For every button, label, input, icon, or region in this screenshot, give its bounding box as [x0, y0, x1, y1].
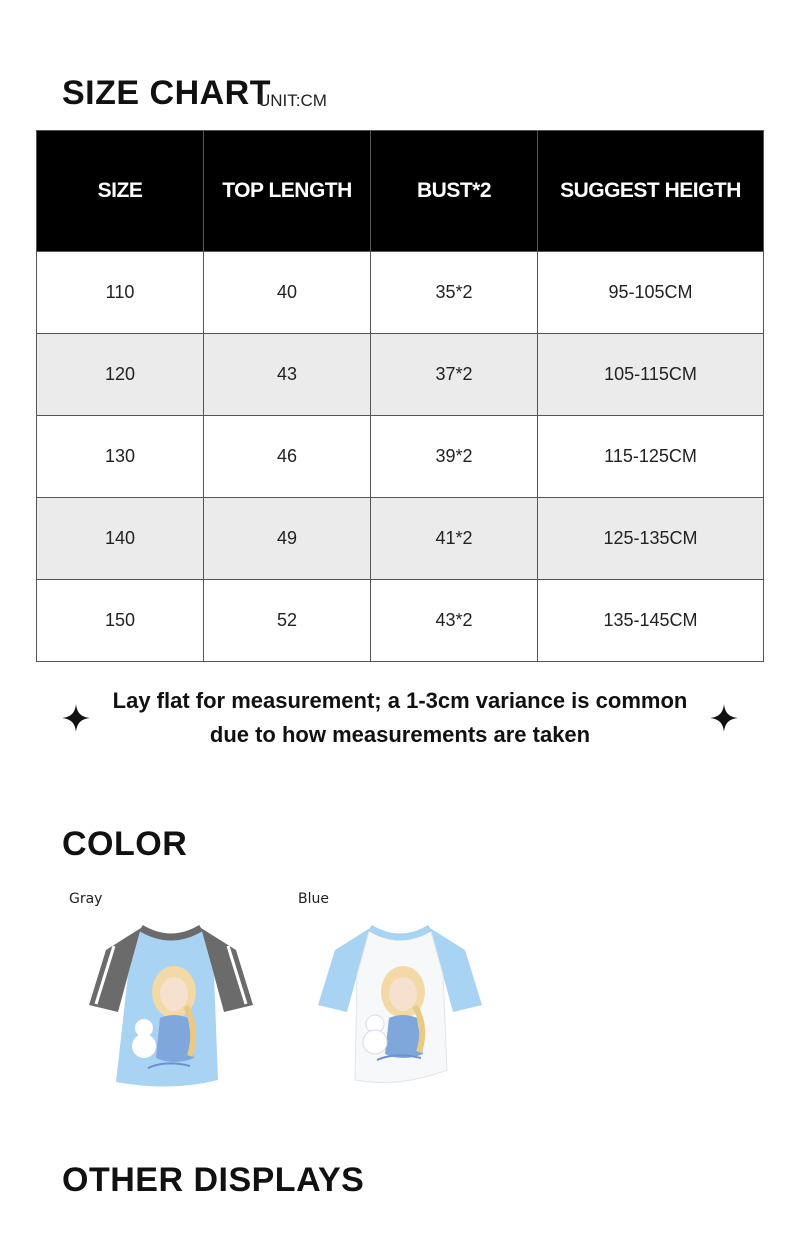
measurement-note	[100, 684, 700, 752]
cell-suggest-height: 125-135CM	[538, 498, 764, 580]
cell-top-length: 40	[204, 252, 371, 334]
header-bust: BUST*2	[371, 131, 538, 252]
cell-bust: 39*2	[371, 416, 538, 498]
header-top-length: TOP LENGTH	[204, 131, 371, 252]
cell-size: 130	[37, 416, 204, 498]
cell-size: 140	[37, 498, 204, 580]
cell-bust: 35*2	[371, 252, 538, 334]
cell-top-length: 52	[204, 580, 371, 662]
blue-tshirt-image[interactable]	[315, 920, 485, 1090]
cell-top-length: 43	[204, 334, 371, 416]
table-row	[37, 334, 764, 416]
cell-bust: 43*2	[371, 580, 538, 662]
gray-tshirt-image[interactable]	[86, 920, 256, 1090]
cell-suggest-height: 115-125CM	[538, 416, 764, 498]
header-size: SIZE	[37, 131, 204, 252]
table-row	[37, 416, 764, 498]
table-row	[37, 580, 764, 662]
cell-top-length: 49	[204, 498, 371, 580]
four-point-star-icon	[710, 704, 738, 732]
header-suggest-height: SUGGEST HEIGTH	[538, 131, 764, 252]
table-row	[37, 252, 764, 334]
table-row	[37, 498, 764, 580]
color-section-title: COLOR	[62, 825, 188, 863]
cell-size: 110	[37, 252, 204, 334]
cell-bust: 37*2	[371, 334, 538, 416]
color-option-label-gray: Gray	[69, 891, 103, 907]
four-point-star-icon	[62, 704, 90, 732]
size-chart-table	[36, 130, 764, 662]
unit-label: UNIT:CM	[258, 91, 327, 110]
size-chart-title: SIZE CHART	[62, 74, 271, 112]
note-line-2: due to how measurements are taken	[209, 722, 591, 747]
cell-suggest-height: 135-145CM	[538, 580, 764, 662]
table-header-row	[37, 131, 764, 252]
other-displays-title: OTHER DISPLAYS	[62, 1161, 365, 1199]
cell-size: 120	[37, 334, 204, 416]
color-option-label-blue: Blue	[298, 891, 329, 907]
note-line-1: Lay flat for measurement; a 1-3cm variance is common	[112, 688, 688, 713]
cell-suggest-height: 95-105CM	[538, 252, 764, 334]
cell-suggest-height: 105-115CM	[538, 334, 764, 416]
cell-bust: 41*2	[371, 498, 538, 580]
cell-top-length: 46	[204, 416, 371, 498]
cell-size: 150	[37, 580, 204, 662]
